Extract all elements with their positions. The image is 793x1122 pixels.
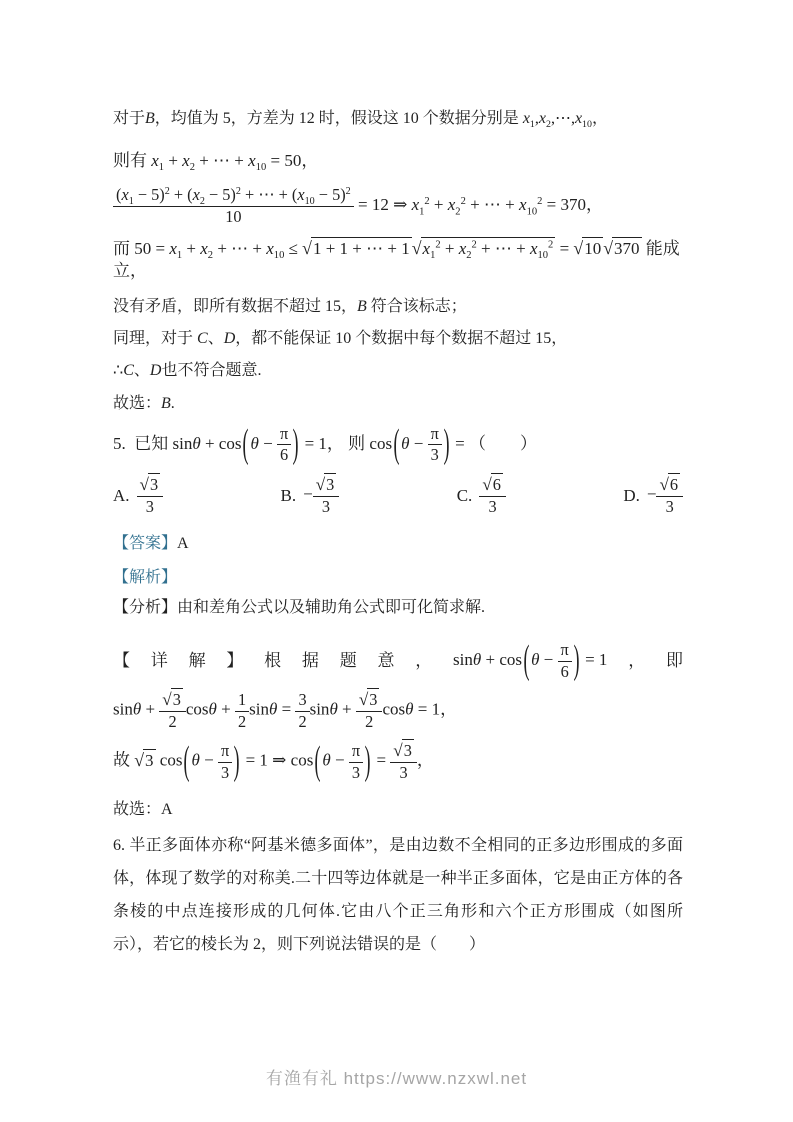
sin-expansion-line [113, 689, 683, 733]
option-d-formula: − $\frac{√6}{3}$ [647, 475, 683, 517]
question6-stem: 6. 半正多面体亦称“阿基米德多面体”，是由边数不全相同的正多边形围成的多面体，体现了数学的对称美.二十四等边体就是一种半正多面体，它是由正方体的各条棱的中点连接形成的几何体.它由八个正三角形和六个正方形围成（如图所示），若它的棱长为 2，则下列说法错误的是（ ） [113, 837, 683, 953]
jiexi-label: 【解析】 [113, 569, 178, 586]
question5-option-c [457, 475, 506, 517]
solution4-variance-formula: $\frac{(x_1 - 5)^2 + (x_2 - 5)^2 + \cdots + (x_{10} - 5)^2}{10}$ = 12 ⇒ $x_1^2 + x_2^2$ + ⋯ + $x_{10}^2 = 370$， [113, 186, 683, 227]
answer-line [113, 533, 683, 555]
solution4-sum-line: 则有 $x_1 + x_2$ + ⋯ + $x_{10} = 50$， [113, 151, 319, 174]
answer-label: 【答案】 [113, 535, 178, 552]
option-c-label: C. [456, 486, 473, 505]
option-b-label: B. [280, 486, 297, 505]
cos-result-line [113, 735, 683, 789]
option-a-label: A. [113, 486, 130, 505]
option-d-label: D. [623, 486, 640, 505]
question5-option-a [113, 475, 163, 517]
solution4-cauchy-inequality: 而 $50 = x_1 + x_2$ + ⋯ + $x_{10} \le √1 + 1$ + ⋯ + 1 $√x_1^2 + x_2^2$ + ⋯ + $x_{10}^2 = √10$ √370 能成立， [113, 237, 680, 280]
question5-stem: 5. 已知 sinθ + cos(θ − $\frac{\pi}{6}$ ) = 1， 则 cos(θ − $\frac{\pi}{3}$ ) = （ ） [113, 420, 538, 467]
solution4-cd-conclusion: ∴C、D也不符合题意. [113, 361, 262, 379]
solution4-no-contradiction: 没有矛盾，即所有数据不超过 15，B 符合该标志； [113, 297, 467, 315]
sin-expansion-formula: sinθ + $\frac{√3}{2}$ cosθ + $\frac{1}{2}$ sinθ = $\frac{3}{2}$ sinθ + $\frac{√3}{2}$ cosθ = 1， [113, 689, 458, 731]
cos-result-formula: 故 √3 cos(θ − $\frac{\pi}{3}$ ) = 1 ⇒ cos(θ − $\frac{\pi}{3}$ ) = $\frac{√3}{3}$ ， [113, 738, 434, 784]
fenxi-line: 【分析】由和差角公式以及辅助角公式即可化简求解. [113, 599, 486, 616]
xiangjie-line: 【 详 解 】 根 据 题 意 ， sinθ + cos(θ − $\frac{\pi}{6}$ ) = 1 ， 即 [113, 637, 683, 683]
question5-options [113, 471, 683, 521]
solution4-line-intro: 对于B，均值为 5，方差为 12 时，假设这 10 个数据分别是 $x_1,x_2,\cdots,x_{10}$， [113, 110, 608, 130]
solution4-similarly-cd: 同理，对于 C、D，都不能保证 10 个数据中每个数据不超过 15， [113, 329, 568, 347]
option-c-formula: $\frac{√6}{3}$ [479, 475, 506, 517]
document-content [113, 98, 683, 961]
option-a-formula: $\frac{√3}{3}$ [137, 475, 164, 517]
question5-option-d [623, 475, 683, 517]
answer-value: A [177, 535, 189, 552]
question5-option-b [281, 475, 340, 517]
solution4-answer-choice: 故选：B. [113, 394, 175, 412]
question5-conclusion: 故选：A [113, 801, 173, 818]
page-footer: 有渔有礼 https://www.nzxwl.net [265, 1069, 528, 1088]
option-b-formula: − $\frac{√3}{3}$ [303, 475, 339, 517]
